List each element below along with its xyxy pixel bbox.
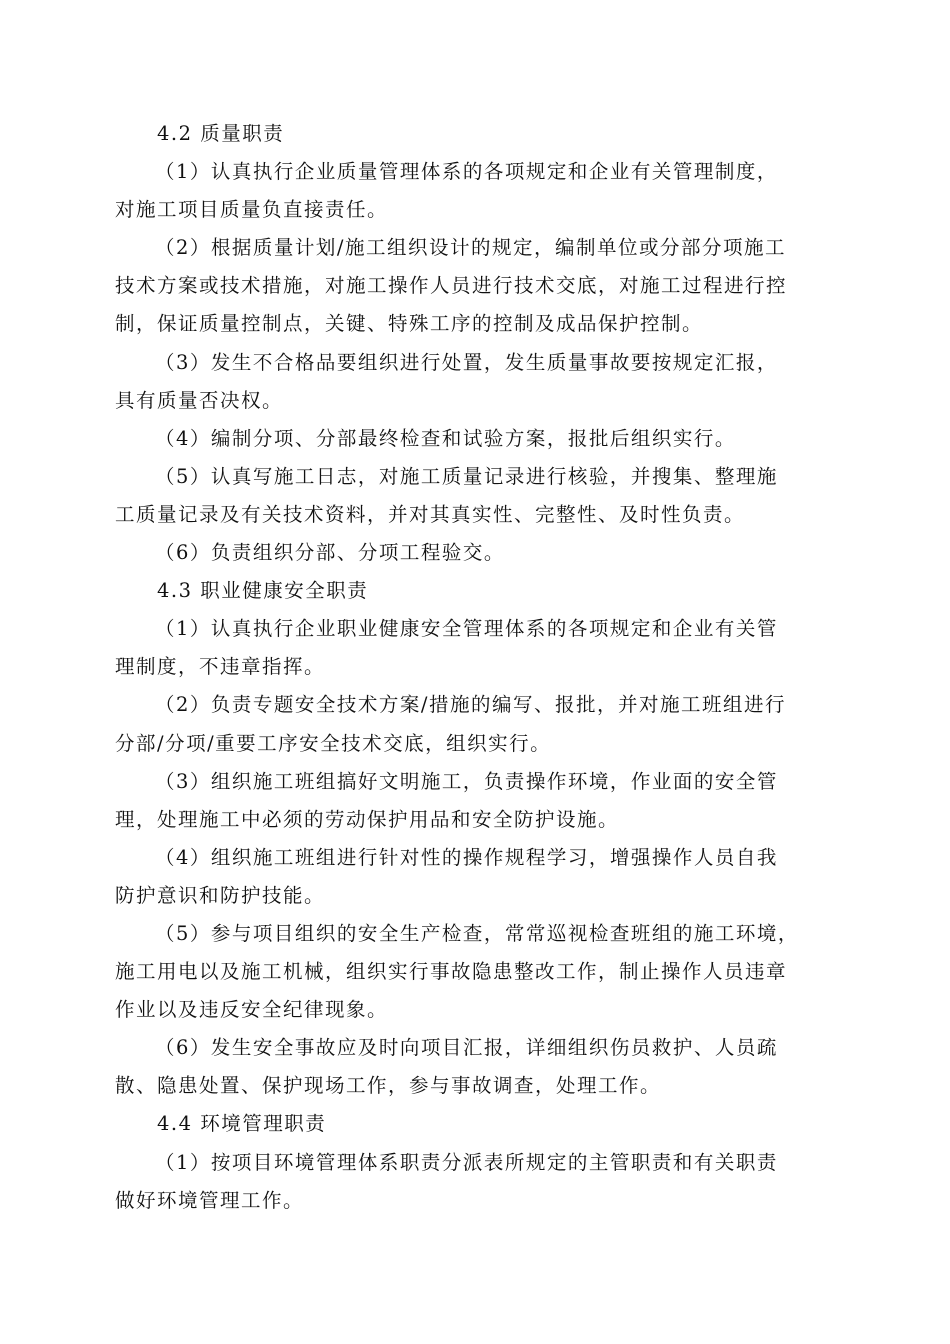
paragraph-line: 制，保证质量控制点，关键、特殊工序的控制及成品保护控制。 — [115, 312, 704, 336]
paragraph-line: 理制度，不违章指挥。 — [115, 655, 326, 679]
paragraph-line: 防护意识和防护技能。 — [115, 883, 326, 907]
paragraph-line: （4）组织施工班组进行针对性的操作规程学习，增强操作人员自我 — [155, 845, 778, 869]
paragraph-line: 做好环境管理工作。 — [115, 1188, 305, 1212]
paragraph-line: 散、隐患处置、保护现场工作，参与事故调查，处理工作。 — [115, 1074, 662, 1098]
paragraph-line: （3）发生不合格品要组织进行处置，发生质量事故要按规定汇报， — [155, 350, 778, 374]
paragraph-line: （1）认真执行企业质量管理体系的各项规定和企业有关管理制度， — [155, 160, 778, 184]
paragraph-line: 技术方案或技术措施，对施工操作人员进行技术交底，对施工过程进行控 — [115, 274, 788, 298]
paragraph-line: （1）按项目环境管理体系职责分派表所规定的主管职责和有关职责 — [155, 1150, 778, 1174]
paragraph-line: （6）负责组织分部、分项工程验交。 — [155, 541, 505, 565]
section-heading: 4.3 职业健康安全职责 — [157, 579, 369, 603]
paragraph-line: （6）发生安全事故应及时向项目汇报，详细组织伤员救护、人员疏 — [155, 1036, 778, 1060]
paragraph-line: （2）负责专题安全技术方案/措施的编写、报批，并对施工班组进行 — [155, 693, 786, 717]
document-body — [115, 115, 835, 1220]
paragraph-line: （4）编制分项、分部最终检查和试验方案，报批后组织实行。 — [155, 426, 736, 450]
paragraph-line: 分部/分项/重要工序安全技术交底，组织实行。 — [115, 731, 552, 755]
paragraph-line: 作业以及违反安全纪律现象。 — [115, 998, 389, 1022]
section-heading: 4.2 质量职责 — [157, 122, 285, 145]
paragraph-line: （5）参与项目组织的安全生产检查，常常巡视检查班组的施工环境， — [155, 921, 799, 945]
paragraph-line: 施工用电以及施工机械，组织实行事故隐患整改工作，制止操作人员违章 — [115, 960, 788, 984]
paragraph-line: （5）认真写施工日志，对施工质量记录进行核验，并搜集、整理施 — [155, 464, 778, 488]
paragraph-line: 理，处理施工中必须的劳动保护用品和安全防护设施。 — [115, 807, 620, 831]
paragraph-line: （1）认真执行企业职业健康安全管理体系的各项规定和企业有关管 — [155, 617, 778, 641]
paragraph-line: （2）根据质量计划/施工组织设计的规定，编制单位或分部分项施工 — [155, 236, 786, 260]
paragraph-line: （3）组织施工班组搞好文明施工，负责操作环境，作业面的安全管 — [155, 769, 778, 793]
paragraph-line: 具有质量否决权。 — [115, 388, 284, 412]
paragraph-line: 工质量记录及有关技术资料，并对其真实性、完整性、及时性负责。 — [115, 502, 746, 526]
section-heading: 4.4 环境管理职责 — [157, 1112, 327, 1136]
paragraph-line: 对施工项目质量负直接责任。 — [115, 198, 389, 222]
